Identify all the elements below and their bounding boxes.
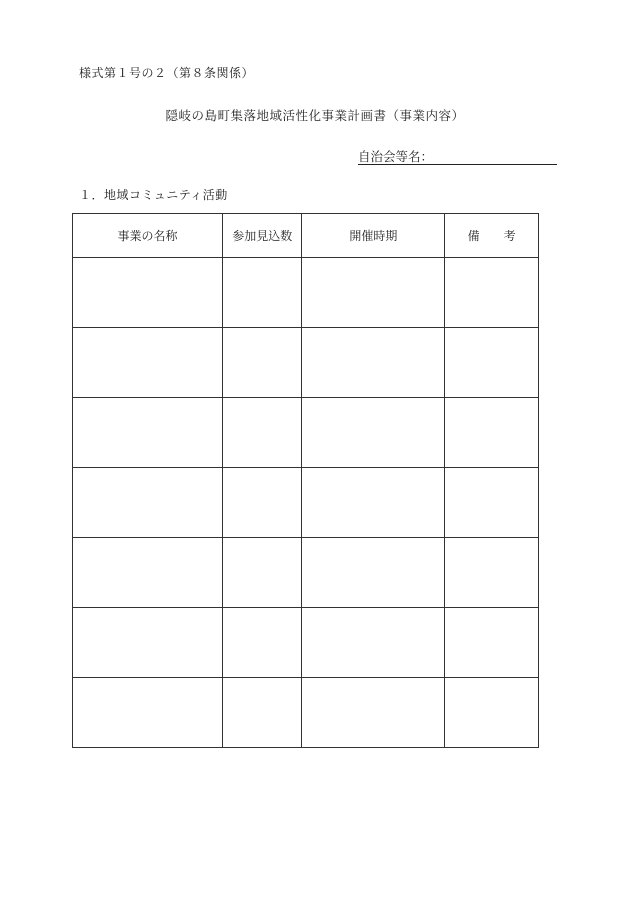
- cell-remarks: [445, 398, 539, 468]
- association-name-field: [358, 147, 433, 165]
- cell-project-name: [73, 258, 223, 328]
- table-header-row: [73, 214, 539, 258]
- cell-schedule: [302, 678, 445, 748]
- cell-schedule: [302, 258, 445, 328]
- header-remarks: 備 考: [445, 214, 539, 258]
- table-row: [73, 678, 539, 748]
- cell-expected-participants: [222, 538, 302, 608]
- header-schedule: 開催時期: [302, 214, 445, 258]
- header-expected-participants: 参加見込数: [222, 214, 302, 258]
- cell-expected-participants: [222, 398, 302, 468]
- table-row: [73, 328, 539, 398]
- cell-project-name: [73, 678, 223, 748]
- cell-expected-participants: [222, 608, 302, 678]
- association-name-label: 自治会等名：: [358, 149, 434, 164]
- cell-project-name: [73, 328, 223, 398]
- cell-remarks: [445, 538, 539, 608]
- cell-schedule: [302, 608, 445, 678]
- cell-project-name: [73, 608, 223, 678]
- cell-remarks: [445, 678, 539, 748]
- cell-project-name: [73, 398, 223, 468]
- cell-schedule: [302, 328, 445, 398]
- cell-remarks: [445, 468, 539, 538]
- table-row: [73, 538, 539, 608]
- cell-remarks: [445, 258, 539, 328]
- cell-remarks: [445, 608, 539, 678]
- cell-remarks: [445, 328, 539, 398]
- section-heading: １．地域コミュニティ活動: [79, 188, 228, 202]
- table-row: [73, 468, 539, 538]
- association-name-underline: [358, 164, 557, 165]
- cell-project-name: [73, 468, 223, 538]
- header-project-name: 事業の名称: [73, 214, 223, 258]
- activity-table: [72, 213, 539, 748]
- cell-schedule: [302, 468, 445, 538]
- cell-expected-participants: [222, 258, 302, 328]
- cell-expected-participants: [222, 678, 302, 748]
- table-row: [73, 258, 539, 328]
- table-row: [73, 608, 539, 678]
- cell-expected-participants: [222, 468, 302, 538]
- document-title: 隠岐の島町集落地域活性化事業計画書（事業内容）: [165, 108, 465, 123]
- table-row: [73, 398, 539, 468]
- cell-schedule: [302, 538, 445, 608]
- cell-expected-participants: [222, 328, 302, 398]
- cell-schedule: [302, 398, 445, 468]
- cell-project-name: [73, 538, 223, 608]
- form-number: 様式第１号の２（第８条関係）: [79, 66, 255, 80]
